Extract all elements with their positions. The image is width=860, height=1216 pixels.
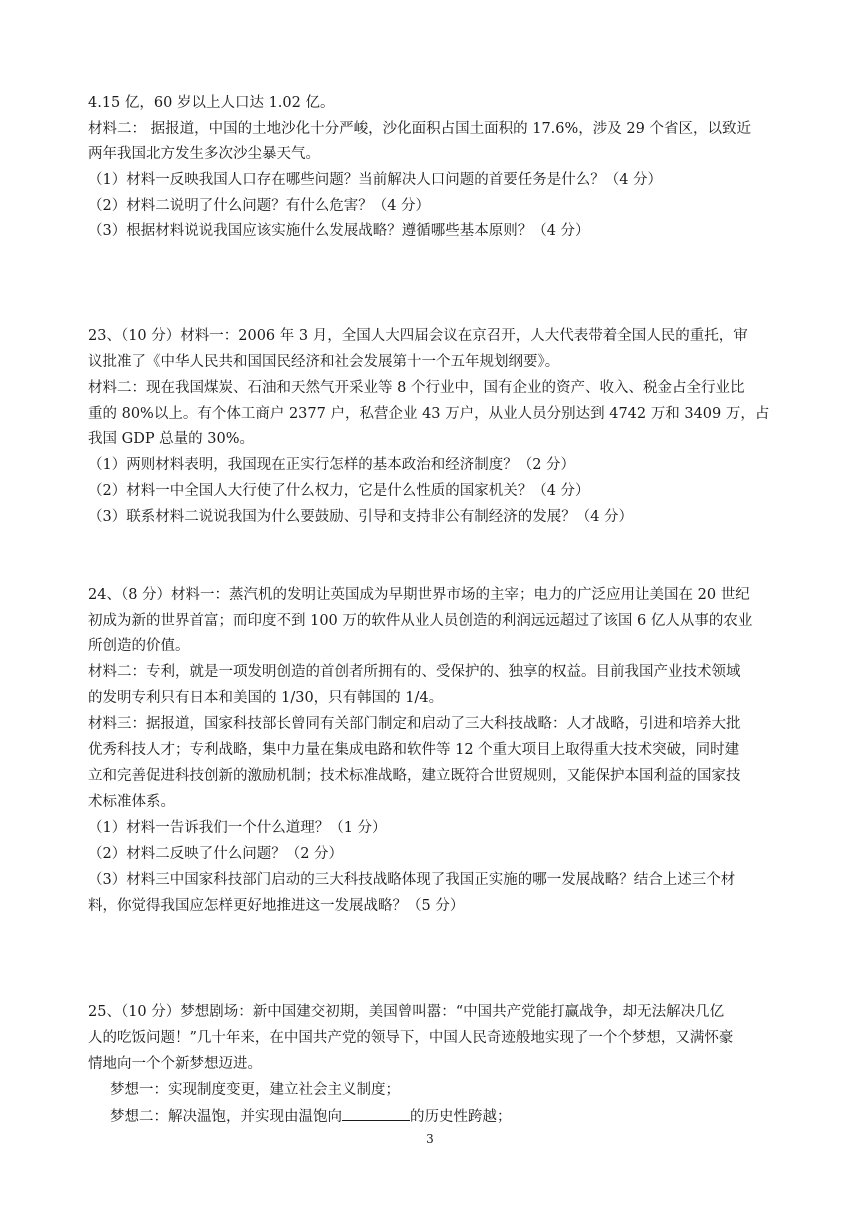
- text-line: 术标准体系。: [88, 794, 175, 810]
- text-line: 我国 GDP 总量的 30%。: [88, 431, 255, 447]
- question-line: （2）材料一中全国人大行使了什么权力，它是什么性质的国家机关？（4 分）: [88, 483, 590, 499]
- text-line: 优秀科技人才；专利战略，集中力量在集成电路和软件等 12 个重大项目上取得重大技术突破，同时建: [88, 742, 740, 758]
- dream-line-prefix: 梦想二：解决温饱，并实现由温饱向: [110, 1109, 342, 1125]
- text-line: 24、（8 分）材料一：蒸汽机的发明让英国成为早期世界市场的主宰；电力的广泛应用让美国在 20 世纪: [88, 587, 750, 603]
- text-line: 情地向一个个新梦想迈进。: [88, 1056, 262, 1072]
- text-line: 重的 80%以上。有个体工商户 2377 户，私营企业 43 万户，从业人员分别达到 4742 万和 3409 万，占: [88, 406, 770, 422]
- question-line: （2）材料二反映了什么问题？（2 分）: [88, 846, 344, 862]
- text-line: 材料三：据报道，国家科技部长曾同有关部门制定和启动了三大科技战略：人才战略，引进和培养大批: [88, 716, 741, 732]
- dream-line: 梦想一：实现制度变更，建立社会主义制度；: [110, 1082, 400, 1098]
- page-number: 3: [426, 1132, 434, 1146]
- question-line: 料，你觉得我国应怎样更好地推进这一发展战略？（5 分）: [88, 898, 465, 914]
- fill-in-blank[interactable]: [342, 1106, 410, 1121]
- text-line: 25、（10 分）梦想剧场：新中国建交初期，美国曾叫嚣：“中国共产党能打赢战争，却无法解决几亿: [88, 1004, 725, 1020]
- text-line: 立和完善促进科技创新的激励机制；技术标准战略，建立既符合世贸规则，又能保护本国利益的国家技: [88, 768, 741, 784]
- question-line: （2）材料二说明了什么问题？有什么危害？（4 分）: [88, 198, 431, 214]
- text-line: 两年我国北方发生多次沙尘暴天气。: [88, 146, 320, 162]
- text-line: 材料二：专利，就是一项发明创造的首创者所拥有的、受保护的、独享的权益。目前我国产业技术领域: [88, 664, 741, 680]
- question-line: （1）材料一告诉我们一个什么道理？（1 分）: [88, 820, 387, 836]
- question-line: （3）联系材料二说说我国为什么要鼓励、引导和支持非公有制经济的发展？（4 分）: [88, 509, 634, 525]
- text-line: 的发明专利只有日本和美国的 1/30，只有韩国的 1/4。: [88, 690, 444, 706]
- question-line: （1）两则材料表明，我国现在正实行怎样的基本政治和经济制度？（2 分）: [88, 457, 576, 473]
- question-line: （1）材料一反映我国人口存在哪些问题？当前解决人口问题的首要任务是什么？（4 分）: [88, 172, 663, 188]
- text-line: 4.15 亿，60 岁以上人口达 1.02 亿。: [88, 95, 335, 111]
- dream-line-suffix: 的历史性跨越；: [410, 1109, 512, 1125]
- text-line: 议批准了《中华人民共和国国民经济和社会发展第十一个五年规划纲要》。: [88, 354, 560, 370]
- question-line: （3）材料三中国家科技部门启动的三大科技战略体现了我国正实施的哪一发展战略？结合上述三个材: [88, 872, 736, 888]
- text-line: 初成为新的世界首富；而印度不到 100 万的软件从业人员创造的利润远远超过了该国 6 亿人从事的农业: [88, 613, 753, 629]
- text-line: 材料二：现在我国煤炭、石油和天然气开采业等 8 个行业中，国有企业的资产、收入、税金占全行业比: [88, 380, 745, 396]
- text-line: 23、（10 分）材料一：2006 年 3 月，全国人大四届会议在京召开，人大代表带着全国人民的重托，审: [88, 328, 748, 344]
- text-line: 材料二： 据报道，中国的土地沙化十分严峻，沙化面积占国土面积的 17.6%，涉及 29 个省区，以致近: [88, 121, 751, 137]
- dream-line-with-blank: [110, 1106, 800, 1127]
- question-line: （3）根据材料说说我国应该实施什么发展战略？遵循哪些基本原则？（4 分）: [88, 223, 590, 239]
- text-line: 人的吃饭问题！”几十年来，在中国共产党的领导下，中国人民奇迹般地实现了一个个梦想，又满怀豪: [88, 1030, 734, 1046]
- text-line: 所创造的价值。: [88, 638, 190, 654]
